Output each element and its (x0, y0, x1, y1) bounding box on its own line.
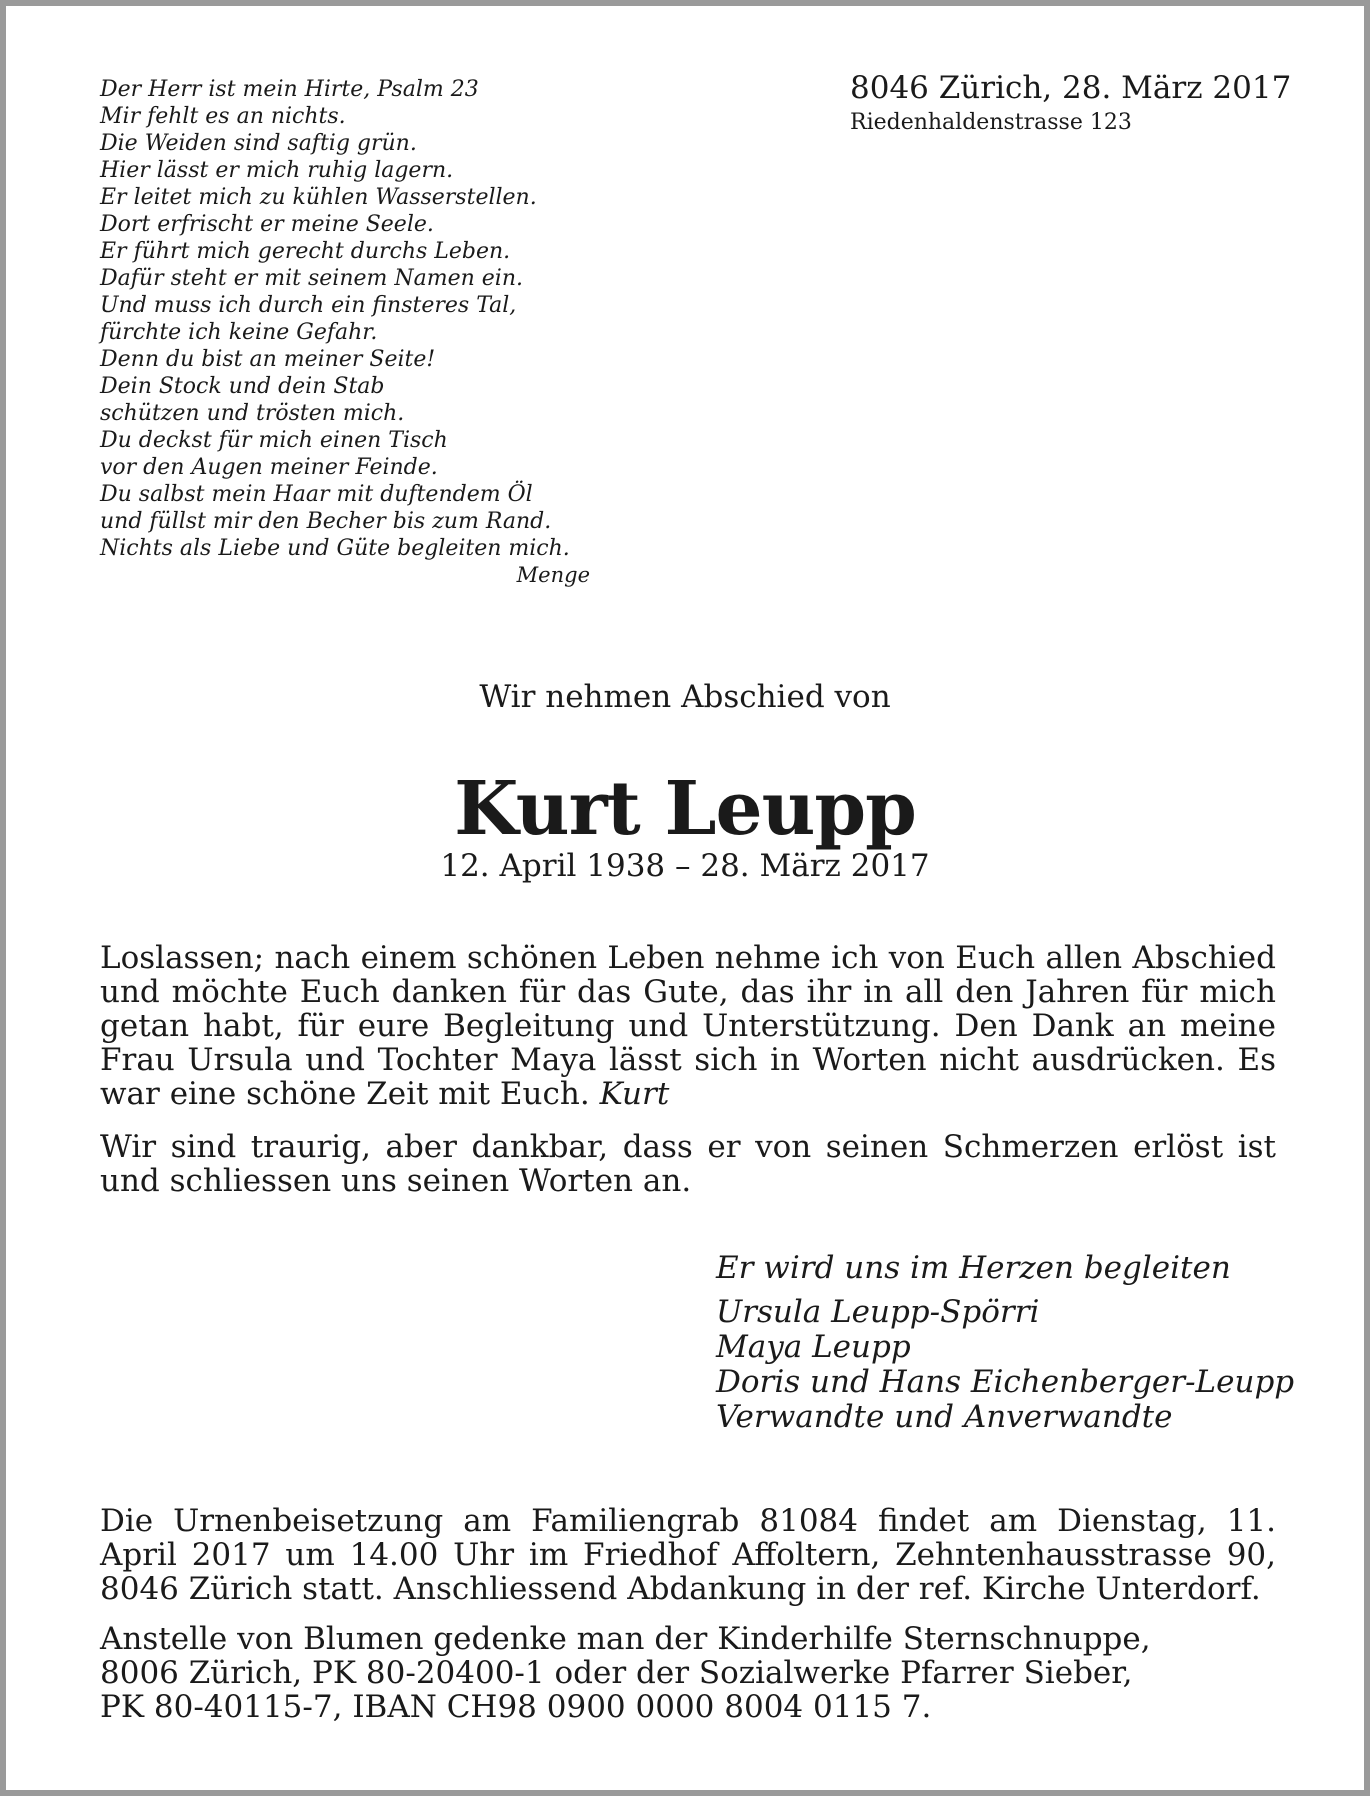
family-note: Wir sind traurig, aber dankbar, dass er von seinen Schmerzen erlöst ist und schliessen uns seinen Worten an. (100, 1129, 1276, 1199)
psalm-line: Hier lässt er mich ruhig lagern. (100, 158, 454, 183)
place-date: 8046 Zürich, 28. März 2017 (850, 70, 1292, 106)
psalm-line: Er führt mich gerecht durchs Leben. (100, 239, 511, 264)
psalm-line: schützen und trösten mich. (100, 401, 405, 426)
donation-line: 8006 Zürich, PK 80-20400-1 oder der Sozialwerke Pfarrer Sieber, (100, 1655, 1133, 1691)
psalm-line: Du salbst mein Haar mit duftendem Öl (100, 482, 533, 507)
signers-block (716, 1251, 1296, 1435)
psalm-line: Dafür steht er mit seinem Namen ein. (100, 266, 524, 291)
psalm-line: vor den Augen meiner Feinde. (100, 455, 438, 480)
psalm-line: Mir fehlt es an nichts. (100, 104, 346, 129)
signer-name: Maya Leupp (716, 1329, 911, 1365)
burial-info: Die Urnenbeisetzung am Familiengrab 81084 findet am Dienstag, 11. April 2017 um 14.00 Uhr im Friedhof Affoltern, Zehntenhausstrasse 90, 8046 Zürich statt. Anschliessend Abdankung in der ref. Kirche Unterdorf. (100, 1503, 1276, 1607)
psalm-line: Er leitet mich zu kühlen Wasserstellen. (100, 185, 537, 210)
address: Riedenhaldenstrasse 123 (850, 110, 1132, 135)
farewell-text: Loslassen; nach einem schönen Leben nehme ich von Euch allen Abschied und möchte Euch danken für das Gute, das ihr in all den Jahren für mich getan habt, für eure Begleitung und Unterstützung. Den Dank an meine Frau Ursula und Tochter Maya lässt sich in Worten nicht ausdrücken. Es war eine schöne Zeit mit Euch. (100, 940, 1276, 1112)
farewell-signature: Kurt (599, 1076, 670, 1112)
obituary-page (6, 6, 1364, 1790)
signer-name: Doris und Hans Eichenberger-Leupp (716, 1364, 1295, 1400)
psalm-line: Dein Stock und dein Stab (100, 374, 385, 399)
signer-name: Ursula Leupp-Spörri (716, 1294, 1040, 1330)
psalm-line: Du deckst für mich einen Tisch (100, 428, 448, 453)
intro-text: Wir nehmen Abschied von (479, 679, 891, 715)
psalm-line: und füllst mir den Becher bis zum Rand. (100, 509, 552, 534)
psalm-line: Der Herr ist mein Hirte, Psalm 23 (100, 77, 479, 102)
donation-info (100, 1622, 1276, 1724)
farewell-message (100, 941, 1276, 1111)
psalm-line: Dort erfrischt er meine Seele. (100, 212, 434, 237)
psalm-line: Denn du bist an meiner Seite! (100, 347, 436, 372)
psalm-text (100, 76, 590, 589)
signers-heading: Er wird uns im Herzen begleiten (716, 1250, 1231, 1286)
psalm-line: fürchte ich keine Gefahr. (100, 320, 378, 345)
psalm-line: Und muss ich durch ein finsteres Tal, (100, 293, 517, 318)
deceased-name: Kurt Leupp (454, 766, 916, 852)
donation-line: PK 80-40115-7, IBAN CH98 0900 0000 8004 0115 7. (100, 1689, 932, 1725)
life-dates: 12. April 1938 – 28. März 2017 (440, 848, 930, 884)
place-date-block (850, 68, 1290, 138)
psalm-source: Menge (516, 563, 590, 587)
signer-name: Verwandte und Anverwandte (716, 1399, 1173, 1435)
donation-line: Anstelle von Blumen gedenke man der Kinderhilfe Sternschnuppe, (100, 1621, 1151, 1657)
psalm-line: Nichts als Liebe und Güte begleiten mich. (100, 536, 570, 561)
psalm-line: Die Weiden sind saftig grün. (100, 131, 417, 156)
